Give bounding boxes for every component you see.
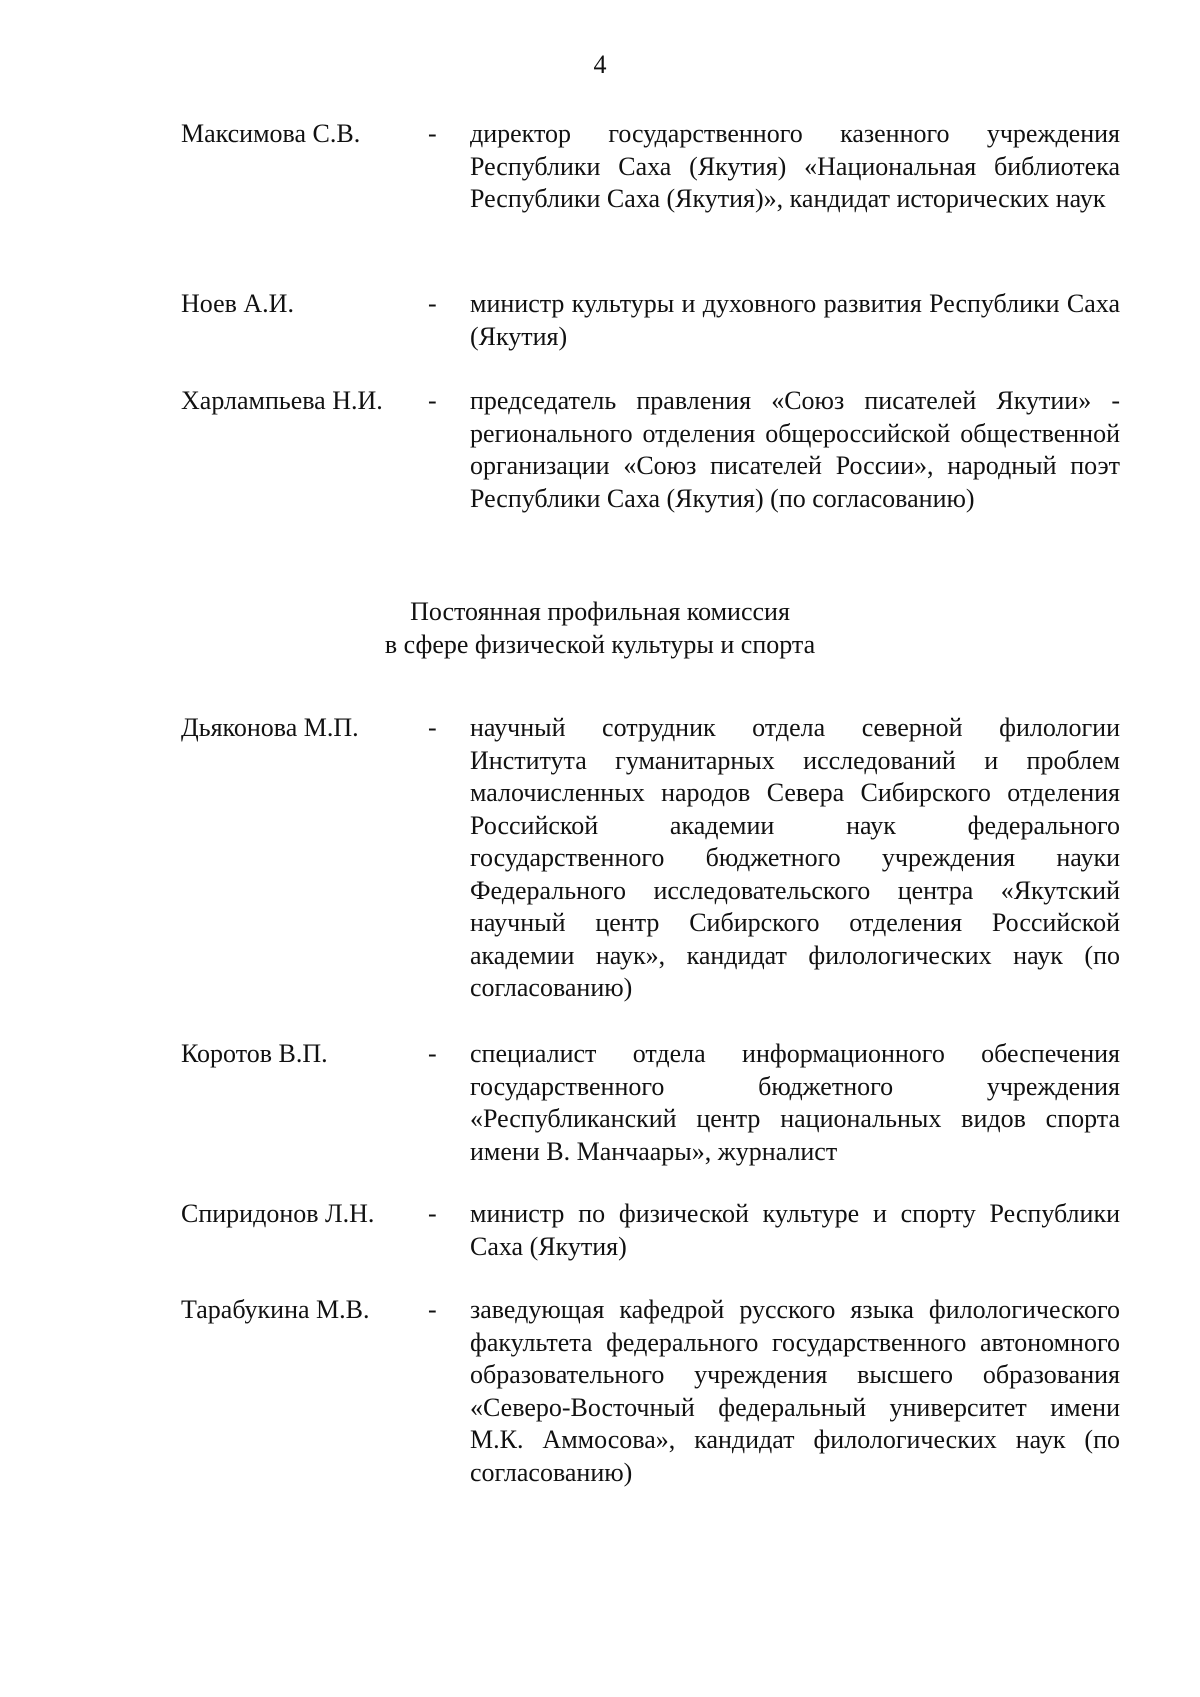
member-description: заведующая кафедрой русского языка филологического факультета федерального государственного автономного образовательного учреждения высшего образования «Северо-Восточный федеральный университет имени М.К. Аммосова», кандидат филологических наук (по согласованию) [470, 1295, 1120, 1487]
member-description: специалист отдела информационного обеспечения государственного бюджетного учреждения «Республиканский центр национальных видов спорта имени В. Манчаары», журналист [470, 1039, 1120, 1166]
member-description: министр культуры и духовного развития Республики Саха (Якутия) [470, 289, 1120, 351]
member-name: Тарабукина М.В. [181, 1295, 370, 1324]
member-description: научный сотрудник отдела северной филологии Института гуманитарных исследований и проблем малочисленных народов Севера Сибирского отделения Российской академии наук федерального государственного бюджетного учреждения науки Федерального исследовательского центра «Якутский научный центр Сибирского отделения Российской академии наук», кандидат филологических наук (по согласованию) [470, 713, 1120, 1002]
separator-dash: - [428, 386, 437, 415]
separator-dash: - [428, 1199, 437, 1228]
member-description: директор государственного казенного учреждения Республики Саха (Якутия) «Национальная библиотека Республики Саха (Якутия)», кандидат исторических наук [470, 119, 1120, 213]
member-name: Харлампьева Н.И. [181, 386, 383, 415]
separator-dash: - [428, 713, 437, 742]
separator-dash: - [428, 1295, 437, 1324]
separator-dash: - [428, 1039, 437, 1068]
commission-heading [0, 596, 1200, 661]
member-description: председатель правления «Союз писателей Якутии» - регионального отделения общероссийской общественной организации «Союз писателей России», народный поэт Республики Саха (Якутия) (по согласованию) [470, 386, 1120, 513]
member-name: Спиридонов Л.Н. [181, 1199, 375, 1228]
member-name: Максимова С.В. [181, 119, 361, 148]
page-number: 4 [593, 50, 607, 79]
member-name: Ноев А.И. [181, 289, 294, 318]
commission-heading-line: Постоянная профильная комиссия [410, 597, 790, 626]
separator-dash: - [428, 289, 437, 318]
member-name: Коротов В.П. [181, 1039, 328, 1068]
separator-dash: - [428, 119, 437, 148]
commission-heading-line: в сфере физической культуры и спорта [384, 629, 816, 659]
member-name: Дьяконова М.П. [181, 713, 359, 742]
member-description: министр по физической культуре и спорту Республики Саха (Якутия) [470, 1199, 1120, 1261]
